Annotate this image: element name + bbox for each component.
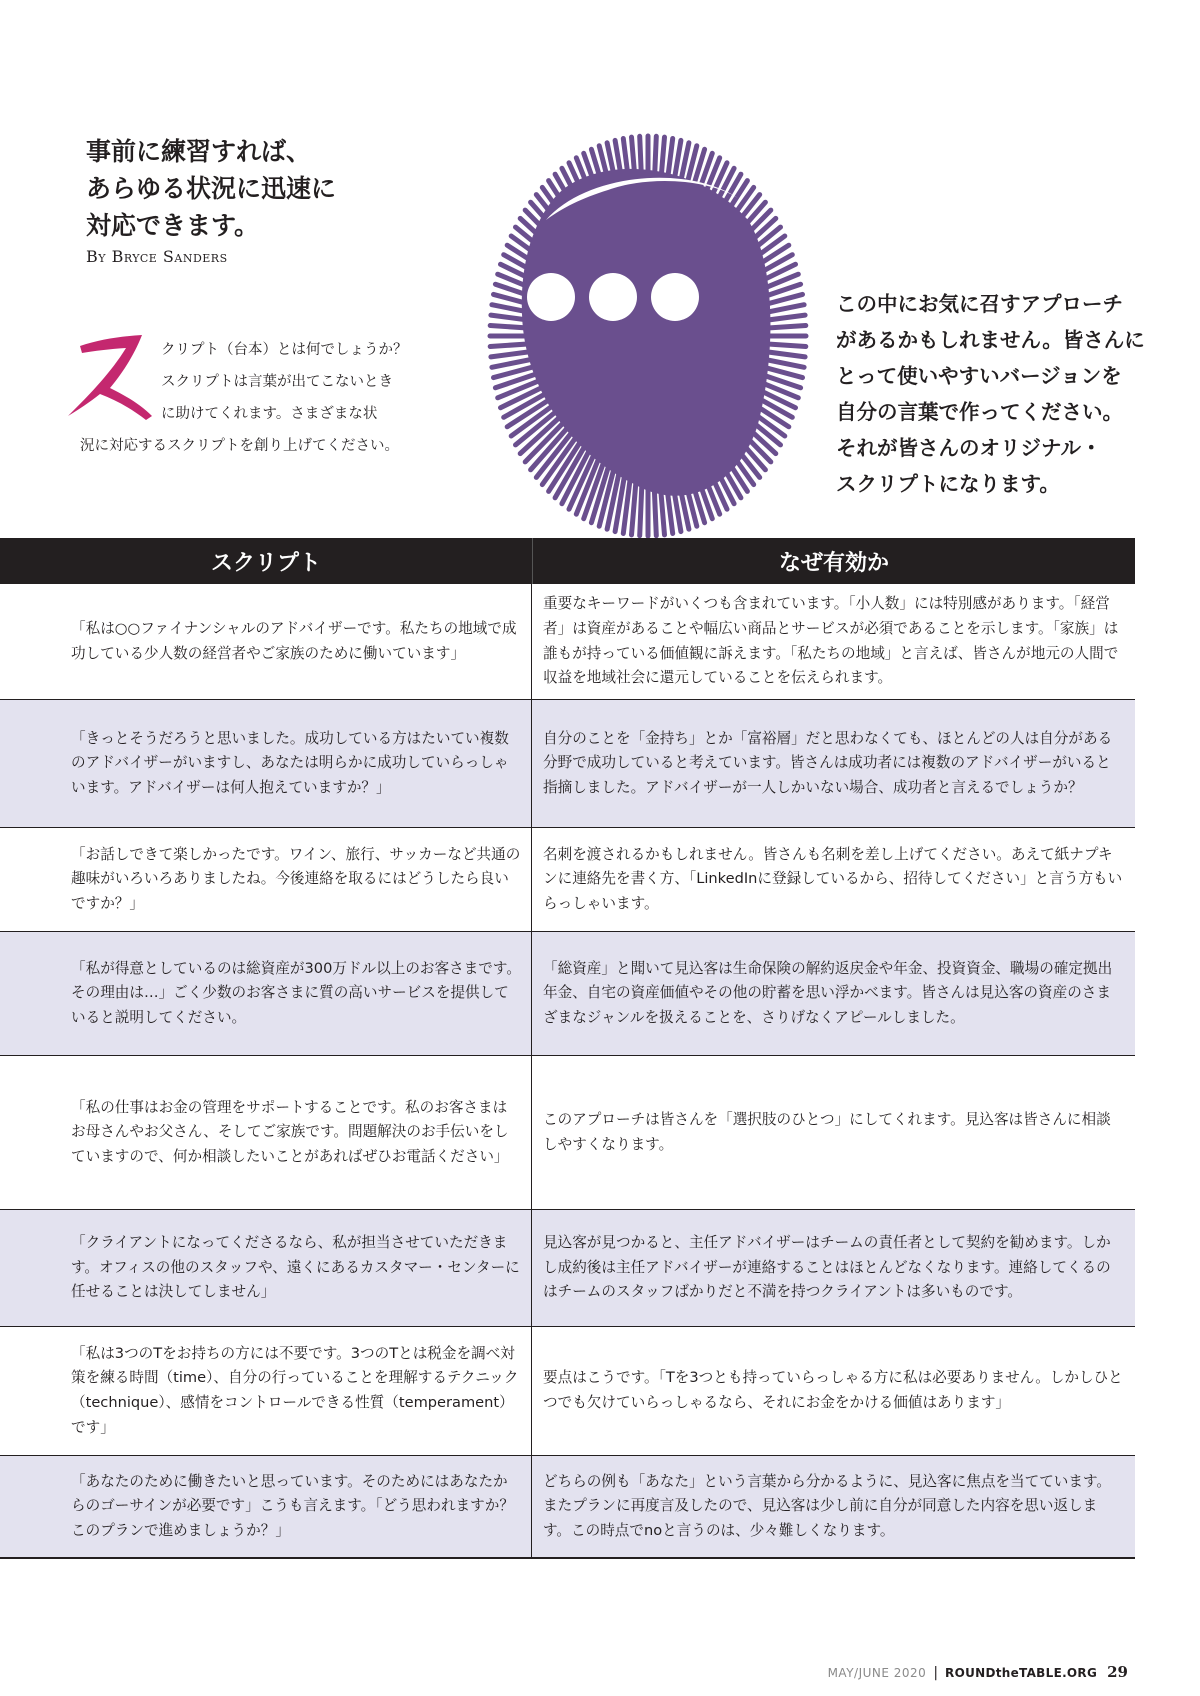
intro-paragraph — [80, 334, 440, 462]
script-table — [0, 584, 1135, 1559]
reason-cell: どちらの例も「あなた」という言葉から分かるように、見込客に焦点を当てています。またプランに再度言及したので、見込客は少し前に自分が同意した内容を思い返します。この時点でnoと言うのは、少々難しくなります。 — [543, 1472, 1111, 1539]
table-row — [0, 1456, 1135, 1559]
side-quote-line: スクリプトになります。 — [836, 472, 1060, 496]
table-row — [0, 1327, 1135, 1456]
script-cell: 「私は○○ファイナンシャルのアドバイザーです。私たちの地域で成功している少人数の経営者やご家族のために働いています」 — [0, 584, 532, 699]
issue-date: MAY/JUNE 2020 — [827, 1666, 927, 1680]
table-row — [0, 1056, 1135, 1210]
script-cell: 「私は3つのTをお持ちの方には不要です。3つのTとは税金を調べ対策を練る時間（time）、自分の行っていることを理解するテクニック（technique）、感情をコントロールできる性質（temperament）です」 — [0, 1327, 532, 1455]
table-row — [0, 932, 1135, 1056]
ellipsis-dot — [527, 273, 575, 321]
headline-line: 事前に練習すれば、 — [86, 137, 312, 166]
script-cell: 「きっとそうだろうと思いました。成功している方はたいてい複数のアドバイザーがいますし、あなたは明らかに成功していらっしゃいます。アドバイザーは何人抱えていますか？」 — [0, 700, 532, 827]
side-quote-line: それが皆さんのオリジナル・ — [836, 436, 1102, 460]
table-row — [0, 584, 1135, 700]
script-cell: 「あなたのために働きたいと思っています。そのためにはあなたからのゴーサインが必要です」こうも言えます。「どう思われますか？このプランで進めましょうか？」 — [0, 1456, 532, 1557]
reason-cell: 「総資産」と聞いて見込客は生命保険の解約返戻金や年金、投資資金、職場の確定拠出年金、自宅の資産価値やその他の貯蓄を思い浮かべます。皆さんは見込客の資産のさまざまなジャンルを扱えることを、さりげなくアピールしました。 — [543, 959, 1113, 1026]
reason-cell: 要点はこうです。「Tを3つとも持っていらっしゃる方に私は必要ありません。しかしひとつでも欠けていらっしゃるなら、それにお金をかける価値はあります」 — [543, 1369, 1123, 1411]
reason-cell: 重要なキーワードがいくつも含まれています。「小人数」には特別感があります。「経営者」は資産があることや幅広い商品とサービスが必須であることを示します。「家族」は誰もが持っている価値観に訴えます。「私たちの地域」と言えば、皆さんが地元の人間で収益を地域社会に還元していることを伝えられます。 — [543, 595, 1119, 687]
intro-line: クリプト（台本）とは何でしょうか？ — [161, 342, 408, 358]
ellipsis-dot — [589, 273, 637, 321]
column-header-reason: なぜ有効か — [532, 538, 1135, 584]
ellipsis-dot — [651, 273, 699, 321]
headline-line: あらゆる状況に迅速に — [86, 174, 337, 203]
script-cell: 「私の仕事はお金の管理をサポートすることです。私のお客さまはお母さんやお父さん、そしてご家族です。問題解決のお手伝いをしていますので、何か相談したいことがあればぜひお電話ください」 — [0, 1056, 532, 1209]
reason-cell: 自分のことを「金持ち」とか「富裕層」だと思わなくても、ほとんどの人は自分がある分野で成功していると考えています。皆さんは成功者には複数のアドバイザーがいると指摘しました。アドバイザーが一人しかいない場合、成功者と言えるでしょうか？ — [543, 729, 1113, 796]
table-row — [0, 700, 1135, 828]
side-quote — [836, 286, 1166, 502]
table-row — [0, 1210, 1135, 1327]
side-quote-line: 自分の言葉で作ってください。 — [836, 400, 1123, 424]
reason-cell: 名刺を渡されるかもしれません。皆さんも名刺を差し上げてください。あえて紙ナプキンに連絡先を書く方、「LinkedInに登録しているから、招待してください」と言う方もいらっしゃいます。 — [543, 845, 1123, 912]
side-quote-line: があるかもしれません。皆さんに — [836, 328, 1145, 352]
headline-line: 対応できます。 — [86, 211, 260, 240]
script-cell: 「お話しできて楽しかったです。ワイン、旅行、サッカーなど共通の趣味がいろいろありましたね。今後連絡を取るにはどうしたら良いですか？」 — [0, 828, 532, 931]
byline: By Bryce Sanders — [86, 247, 228, 266]
intro-line: スクリプトは言葉が出てこないとき — [161, 374, 393, 390]
footer-divider: | — [933, 1665, 939, 1681]
site-name: ROUNDtheTABLE.ORG — [945, 1666, 1098, 1680]
script-cell: 「クライアントになってくださるなら、私が担当させていただきます。オフィスの他のスタッフや、遠くにあるカスタマー・センターに任せることは決してしません」 — [0, 1210, 532, 1326]
page-number: 29 — [1107, 1663, 1128, 1681]
page-footer — [828, 1663, 1128, 1681]
headline — [86, 133, 446, 244]
column-header-script: スクリプト — [210, 550, 321, 576]
intro-line: に助けてくれます。さまざまな状 — [161, 406, 378, 422]
table-header — [0, 538, 1135, 584]
script-cell: 「私が得意としているのは総資産が300万ドル以上のお客さまです。その理由は…」ごく少数のお客さまに質の高いサービスを提供していると説明してください。 — [0, 932, 532, 1055]
side-quote-line: この中にお気に召すアプローチ — [836, 292, 1123, 316]
speech-mouth-illustration — [476, 124, 812, 542]
table-row — [0, 828, 1135, 932]
reason-cell: 見込客が見つかると、主任アドバイザーはチームの責任者として契約を勧めます。しかし成約後は主任アドバイザーが連絡することはほとんどなくなります。連絡してくるのはチームのスタッフばかりだと不満を持つクライアントは多いものです。 — [543, 1234, 1111, 1301]
side-quote-line: とって使いやすいバージョンを — [836, 364, 1122, 388]
reason-cell: このアプローチは皆さんを「選択肢のひとつ」にしてくれます。見込客は皆さんに相談しやすくなります。 — [543, 1110, 1111, 1153]
intro-line: 況に対応するスクリプトを創り上げてください。 — [80, 438, 399, 454]
